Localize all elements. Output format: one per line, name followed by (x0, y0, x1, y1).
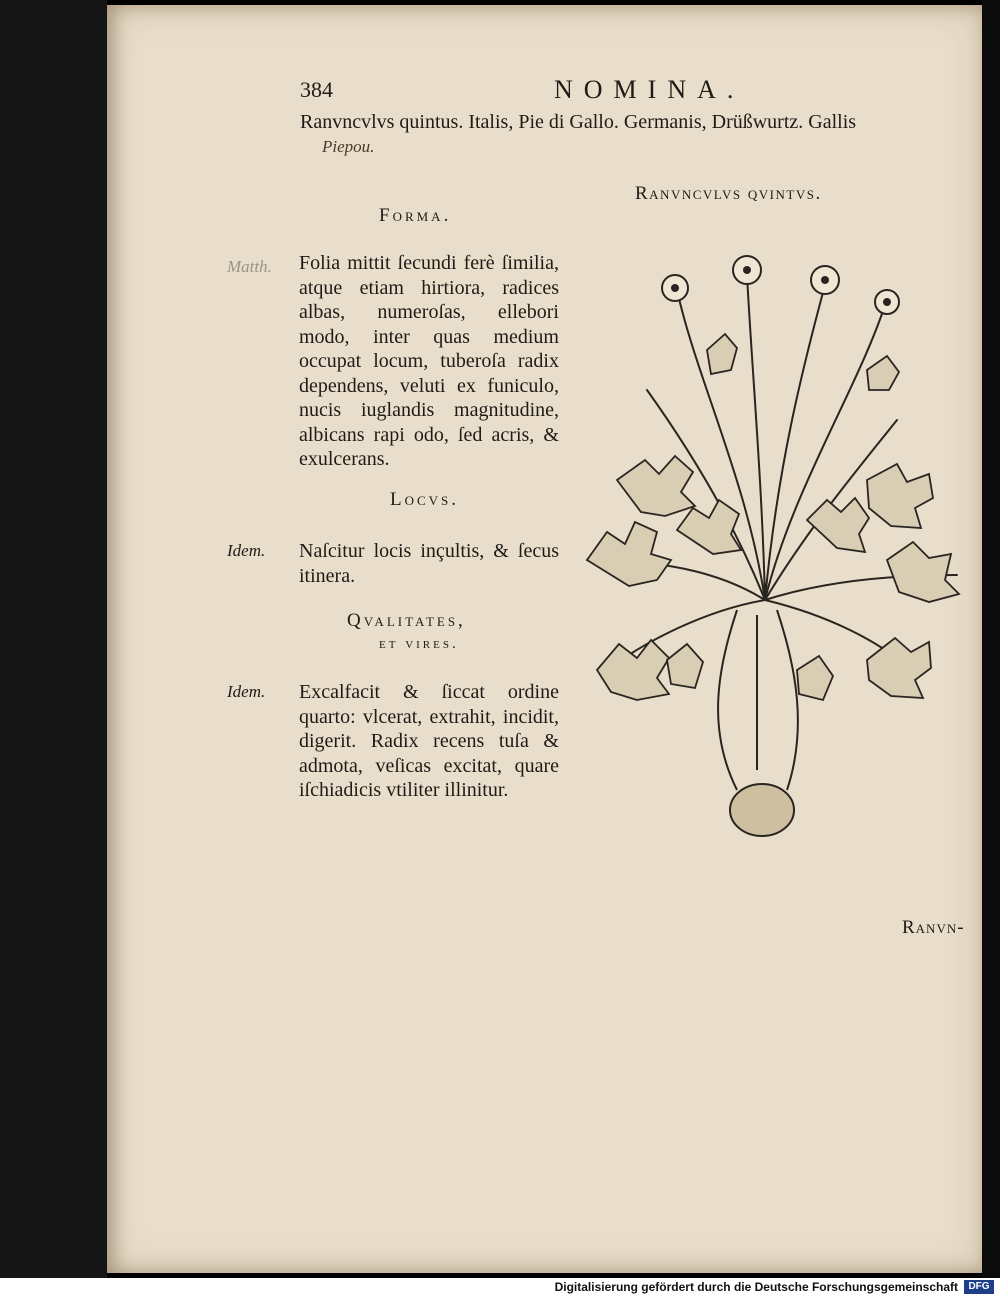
section-heading-locus: Locvs. (390, 489, 460, 510)
margin-note-idem-1: Idem. (227, 541, 266, 560)
margin-note-matth: Matth. (227, 257, 272, 276)
catchword: Ranvn- (902, 917, 965, 938)
scan-background-right (982, 0, 1000, 1278)
section-heading-forma: Forma. (379, 205, 452, 226)
ranunculus-woodcut-illustration (567, 230, 967, 850)
scan-background-left (0, 0, 107, 1278)
dfg-logo: DFG (964, 1280, 994, 1294)
book-page (107, 5, 982, 1273)
footer-bar (0, 1278, 1000, 1297)
margin-note-idem-2: Idem. (227, 682, 266, 701)
locus-text: Naſcitur locis inçultis, & ſecus itinera. (299, 540, 559, 587)
section-heading-qualitates: Qvalitates, (347, 610, 466, 631)
section-heading-vires: et vires. (379, 636, 459, 652)
footer-credit: Digitalisierung gefördert durch die Deutsche Forschungsgemeinschaft (554, 1280, 958, 1294)
names-line: Ranvncvlvs quintus. Italis, Pie di Gallo. Germanis, Drüßwurtz. Gallis (300, 111, 857, 133)
forma-text: Folia mittit ſecundi ferè ſimilia, atque etiam hirtiora, radices albas, numeroſas, ellebori modo, inter quas medium occupat locum, tuberoſa radix dependens, veluti ex funiculo, nucis iuglandis magnitudine, albicans rapi odo, ſed acris, & exulcerans. (299, 252, 559, 470)
page-number: 384 (300, 77, 333, 102)
names-line-2: Piepou. (322, 137, 375, 156)
running-title: NOMINA. (554, 75, 745, 104)
figure-caption: Ranvncvlvs qvintvs. (635, 183, 822, 204)
qualitates-text: Excalfacit & ſiccat ordine quarto: vlcerat, extrahit, incidit, digerit. Radix recens tuſa & admota, veſicas excitat, quare iſchiadicis vtiliter illinitur. (299, 681, 559, 801)
